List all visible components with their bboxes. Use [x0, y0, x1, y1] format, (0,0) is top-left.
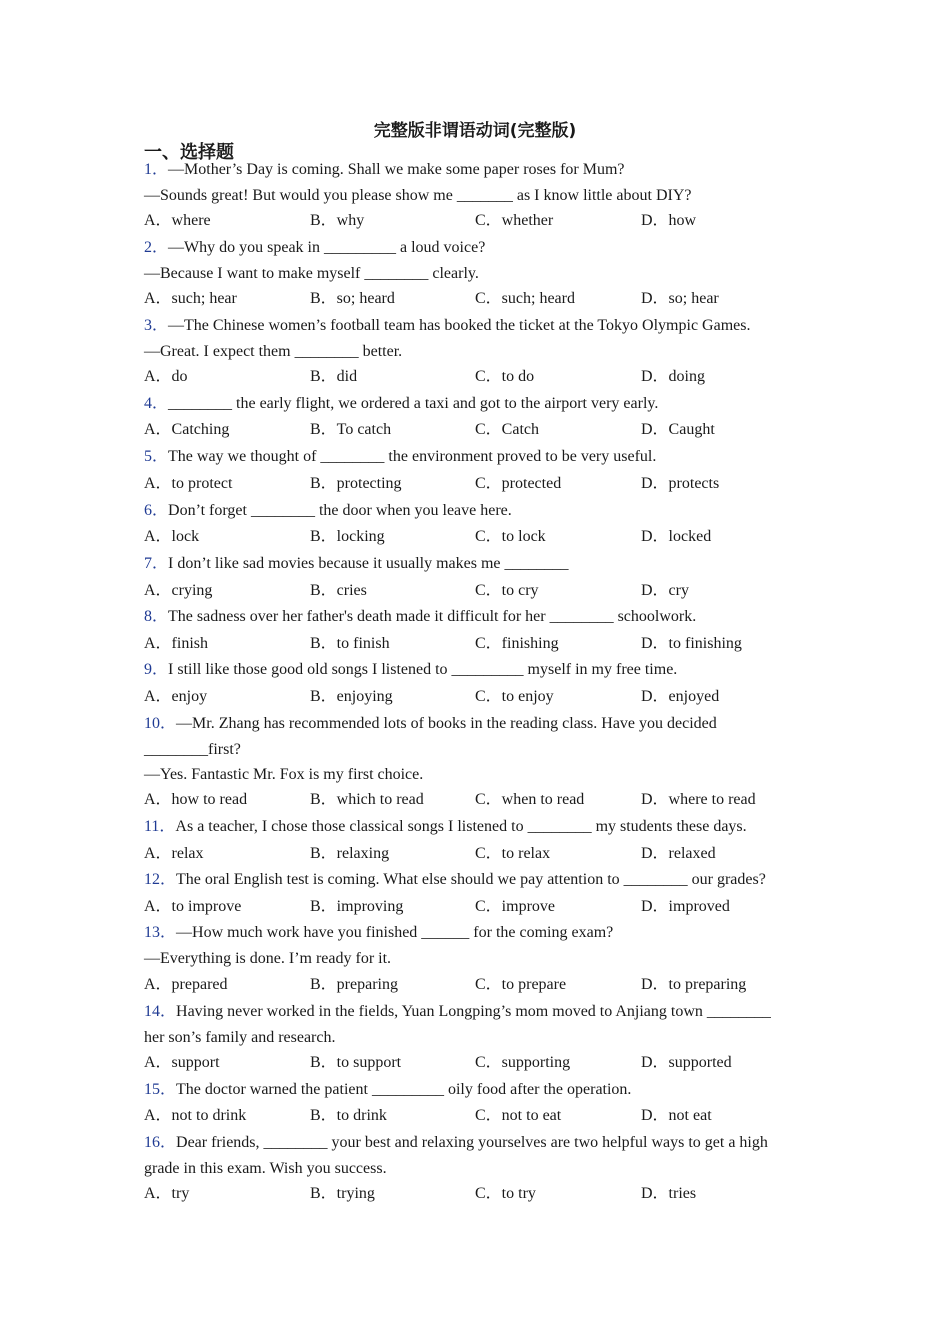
- option-a[interactable]: A．where: [144, 212, 211, 229]
- option-c[interactable]: C．when to read: [475, 791, 585, 808]
- option-d[interactable]: D．relaxed: [641, 845, 716, 862]
- option-c[interactable]: C．Catch: [475, 421, 539, 438]
- option-a[interactable]: A．crying: [144, 582, 213, 599]
- question-text: The doctor warned the patient _________ oily food after the operation.: [176, 1081, 632, 1098]
- option-d[interactable]: D．doing: [641, 368, 706, 385]
- question-text: The way we thought of ________ the environment proved to be very useful.: [168, 448, 657, 465]
- question-stem: [144, 870, 766, 890]
- option-b[interactable]: B．to finish: [310, 635, 390, 652]
- question-stem: [144, 501, 512, 521]
- question-text: Dear friends, ________ your best and relaxing yourselves are two helpful ways to get a high: [176, 1134, 768, 1151]
- option-a[interactable]: A．finish: [144, 635, 209, 652]
- options-row: [144, 975, 844, 995]
- options-row: [144, 211, 844, 231]
- question-stem: [144, 238, 485, 258]
- question-number: 11．: [144, 818, 176, 835]
- question-number: 12．: [144, 871, 177, 888]
- question-text: Having never worked in the fields, Yuan Longping’s mom moved to Anjiang town ________: [176, 1003, 771, 1020]
- option-a[interactable]: A．try: [144, 1185, 190, 1202]
- question-number: 6．: [144, 502, 169, 519]
- option-c[interactable]: C．protected: [475, 475, 562, 492]
- question-number: 10．: [144, 715, 177, 732]
- option-d[interactable]: D．Caught: [641, 421, 715, 438]
- option-a[interactable]: A．to protect: [144, 475, 233, 492]
- options-row: [144, 1053, 844, 1073]
- question-text: ________first?: [144, 741, 241, 758]
- question-number: 14．: [144, 1003, 177, 1020]
- option-d[interactable]: D．enjoyed: [641, 688, 720, 705]
- option-b[interactable]: B．locking: [310, 528, 385, 545]
- question-text: —How much work have you finished ______ for the coming exam?: [176, 924, 614, 941]
- question-number: 15．: [144, 1081, 177, 1098]
- question-text: —Mr. Zhang has recommended lots of books in the reading class. Have you decided: [176, 715, 717, 732]
- question-number: 8．: [144, 608, 169, 625]
- question-stem: [144, 394, 658, 414]
- option-a[interactable]: A．to improve: [144, 898, 242, 915]
- option-a[interactable]: A．prepared: [144, 976, 228, 993]
- options-row: [144, 634, 844, 654]
- option-c[interactable]: C．to lock: [475, 528, 546, 545]
- question-number: 7．: [144, 555, 169, 572]
- question-number: 5．: [144, 448, 169, 465]
- options-row: [144, 474, 844, 494]
- question-text: I still like those good old songs I listened to _________ myself in my free time.: [168, 661, 678, 678]
- question-text: —Mother’s Day is coming. Shall we make some paper roses for Mum?: [168, 161, 625, 178]
- question-stem: [144, 923, 613, 943]
- option-c[interactable]: C．to relax: [475, 845, 551, 862]
- question-number: 3．: [144, 317, 169, 334]
- question-text: The sadness over her father's death made it difficult for her ________ schoolwork.: [168, 608, 697, 625]
- option-b[interactable]: B．enjoying: [310, 688, 393, 705]
- question-stem: [144, 607, 696, 627]
- question-text: grade in this exam. Wish you success.: [144, 1160, 387, 1177]
- option-a[interactable]: A．lock: [144, 528, 200, 545]
- question-line: [144, 740, 241, 760]
- question-text: —The Chinese women’s football team has booked the ticket at the Tokyo Olympic Games.: [168, 317, 751, 334]
- option-d[interactable]: D．tries: [641, 1185, 697, 1202]
- option-b[interactable]: B．which to read: [310, 791, 424, 808]
- option-d[interactable]: D．so; hear: [641, 290, 719, 307]
- option-b[interactable]: B．To catch: [310, 421, 392, 438]
- question-number: 13．: [144, 924, 177, 941]
- option-d[interactable]: D．locked: [641, 528, 712, 545]
- option-c[interactable]: C．to cry: [475, 582, 539, 599]
- option-b[interactable]: B．preparing: [310, 976, 398, 993]
- options-row: [144, 527, 844, 547]
- option-a[interactable]: A．how to read: [144, 791, 248, 808]
- options-row: [144, 289, 844, 309]
- options-row: [144, 581, 844, 601]
- question-stem: [144, 316, 750, 336]
- option-b[interactable]: B．did: [310, 368, 358, 385]
- question-stem: [144, 660, 677, 680]
- question-number: 4．: [144, 395, 169, 412]
- option-d[interactable]: D．how: [641, 212, 697, 229]
- question-text: —Everything is done. I’m ready for it.: [144, 950, 392, 967]
- question-line: [144, 264, 479, 284]
- options-row: [144, 687, 844, 707]
- option-c[interactable]: C．finishing: [475, 635, 559, 652]
- question-stem: [144, 1002, 771, 1022]
- option-c[interactable]: C．to enjoy: [475, 688, 554, 705]
- question-number: 2．: [144, 239, 169, 256]
- question-text: ________ the early flight, we ordered a taxi and got to the airport very early.: [168, 395, 659, 412]
- option-c[interactable]: C．whether: [475, 212, 554, 229]
- option-c[interactable]: C．not to eat: [475, 1107, 562, 1124]
- options-row: [144, 367, 844, 387]
- question-text: I don’t like sad movies because it usually makes me ________: [168, 555, 569, 572]
- options-row: [144, 1106, 844, 1126]
- question-line: [144, 186, 691, 206]
- option-b[interactable]: B．so; heard: [310, 290, 395, 307]
- options-row: [144, 844, 844, 864]
- option-d[interactable]: D．supported: [641, 1054, 732, 1071]
- question-text: —Great. I expect them ________ better.: [144, 343, 403, 360]
- option-c[interactable]: C．such; heard: [475, 290, 575, 307]
- option-d[interactable]: D．to preparing: [641, 976, 747, 993]
- question-text: The oral English test is coming. What else should we pay attention to ________ our grades?: [176, 871, 766, 888]
- question-text: —Because I want to make myself ________ clearly.: [144, 265, 479, 282]
- options-row: [144, 790, 844, 810]
- question-stem: [144, 1133, 768, 1153]
- option-b[interactable]: B．to support: [310, 1054, 402, 1071]
- option-a[interactable]: A．not to drink: [144, 1107, 247, 1124]
- option-a[interactable]: A．enjoy: [144, 688, 208, 705]
- question-stem: [144, 1080, 631, 1100]
- question-text: her son’s family and research.: [144, 1029, 336, 1046]
- option-c[interactable]: C．to prepare: [475, 976, 567, 993]
- option-d[interactable]: D．where to read: [641, 791, 756, 808]
- question-text: —Why do you speak in _________ a loud voice?: [168, 239, 486, 256]
- option-d[interactable]: D．protects: [641, 475, 720, 492]
- section-heading: 一、选择题: [144, 142, 234, 163]
- option-c[interactable]: C．supporting: [475, 1054, 571, 1071]
- option-b[interactable]: B．relaxing: [310, 845, 390, 862]
- question-text: As a teacher, I chose those classical songs I listened to ________ my students these days.: [175, 818, 747, 835]
- option-d[interactable]: D．cry: [641, 582, 689, 599]
- options-row: [144, 897, 844, 917]
- option-b[interactable]: B．trying: [310, 1185, 375, 1202]
- question-text: Don’t forget ________ the door when you leave here.: [168, 502, 512, 519]
- question-line: [144, 949, 391, 969]
- option-a[interactable]: A．do: [144, 368, 188, 385]
- question-line: [144, 1028, 335, 1048]
- option-c[interactable]: C．to do: [475, 368, 535, 385]
- option-b[interactable]: B．cries: [310, 582, 367, 599]
- question-number: 1．: [144, 161, 169, 178]
- option-d[interactable]: D．improved: [641, 898, 730, 915]
- option-c[interactable]: C．to try: [475, 1185, 536, 1202]
- option-a[interactable]: A．support: [144, 1054, 220, 1071]
- question-stem: [144, 160, 625, 180]
- options-row: [144, 1184, 844, 1204]
- question-number: 16．: [144, 1134, 177, 1151]
- option-d[interactable]: D．to finishing: [641, 635, 742, 652]
- option-a[interactable]: A．Catching: [144, 421, 230, 438]
- option-d[interactable]: D．not eat: [641, 1107, 712, 1124]
- question-stem: [144, 817, 747, 837]
- option-b[interactable]: B．to drink: [310, 1107, 387, 1124]
- question-text: —Sounds great! But would you please show me _______ as I know little about DIY?: [144, 187, 692, 204]
- option-a[interactable]: A．relax: [144, 845, 204, 862]
- page-title: 完整版非谓语动词(完整版): [373, 121, 577, 141]
- question-line: [144, 765, 423, 785]
- question-text: —Yes. Fantastic Mr. Fox is my first choice.: [144, 766, 424, 783]
- option-c[interactable]: C．improve: [475, 898, 555, 915]
- question-stem: [144, 447, 656, 467]
- question-number: 9．: [144, 661, 169, 678]
- option-b[interactable]: B．protecting: [310, 475, 402, 492]
- question-stem: [144, 554, 569, 574]
- question-stem: [144, 714, 717, 734]
- question-line: [144, 342, 402, 362]
- options-row: [144, 420, 844, 440]
- option-a[interactable]: A．such; hear: [144, 290, 237, 307]
- option-b[interactable]: B．improving: [310, 898, 404, 915]
- question-line: [144, 1159, 387, 1179]
- option-b[interactable]: B．why: [310, 212, 365, 229]
